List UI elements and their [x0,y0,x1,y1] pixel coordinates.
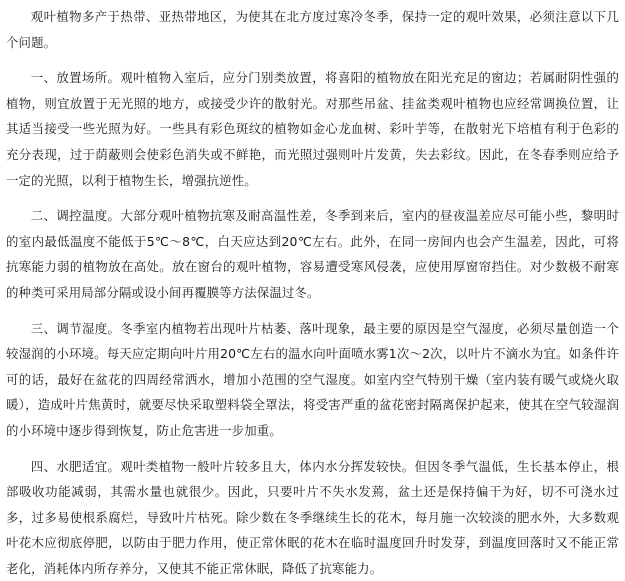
paragraph-gap [6,193,619,203]
section-temperature-paragraph: 二、调控温度。大部分观叶植物抗寒及耐高温性差，冬季到来后，室内的昼夜温差应尽可能小些，黎明时的室内最低温度不能低于5℃～8℃，白天应达到20℃左右。此外，在同一房间内也会产生温差，因此，可将抗寒能力弱的植物放在高处。放在窗台的观叶植物，容易遭受寒风侵袭，应使用厚窗帘挡住。对少数极不耐寒的种类可采用局部分隔或设小间再覆膜等方法保温过冬。 [6,203,619,305]
paragraph-gap [6,306,619,316]
paragraph-gap [6,55,619,65]
section-water-fertilizer-paragraph: 四、水肥适宜。观叶类植物一般叶片较多且大，体内水分挥发较快。但因冬季气温低，生长基本停止，根部吸收功能减弱，其需水量也就很少。因此，只要叶片不失水发蔫，盆土还是保持偏干为好，切不可浇水过多，过多易使根系腐烂，导致叶片枯死。除少数在冬季继续生长的花木，每月施一次较淡的肥水外，大多数观叶花木应彻底停肥，以防由于肥力作用，使正常休眠的花木在临时温度回升时发芽，到温度回落时又不能正常老化，消耗体内所存养分，又使其不能正常休眠，降低了抗寒能力。 [6,454,619,581]
section-placement-paragraph: 一、放置场所。观叶植物入室后，应分门别类放置，将喜阳的植物放在阳光充足的窗边；若属耐阴性强的植物，则宜放置于无光照的地方，或接受少许的散射光。对那些吊盆、挂盆类观叶植物也应经常调换位置，让其适当接受一些光照为好。一些具有彩色斑纹的植物如金心龙血树、彩叶芋等，在散射光下培植有利于色彩的充分表现，过于荫蔽则会使彩色消失或不鲜艳，而光照过强则叶片发黄，失去彩纹。因此，在冬春季则应给予一定的光照，以利于植物生长，增强抗逆性。 [6,65,619,193]
paragraph-gap [6,444,619,454]
intro-paragraph: 观叶植物多产于热带、亚热带地区，为使其在北方度过寒冷冬季，保持一定的观叶效果，必须注意以下几个问题。 [6,4,619,55]
section-humidity-paragraph: 三、调节湿度。冬季室内植物若出现叶片枯萎、落叶现象，最主要的原因是空气湿度，必须尽量创造一个较湿润的小环境。每天应定期向叶片用20℃左右的温水向叶面喷水雾1次～2次，以叶片不滴水为宜。如条件许可的话，最好在盆花的四周经常洒水，增加小范围的空气湿度。如室内空气特别干燥（室内装有暖气或烧火取暖），造成叶片焦黄时，就要尽快采取塑料袋全罩法，将受害严重的盆花密封隔离保护起来，使其在空气较湿润的小环境中逐步得到恢复，防止危害进一步加重。 [6,316,619,444]
